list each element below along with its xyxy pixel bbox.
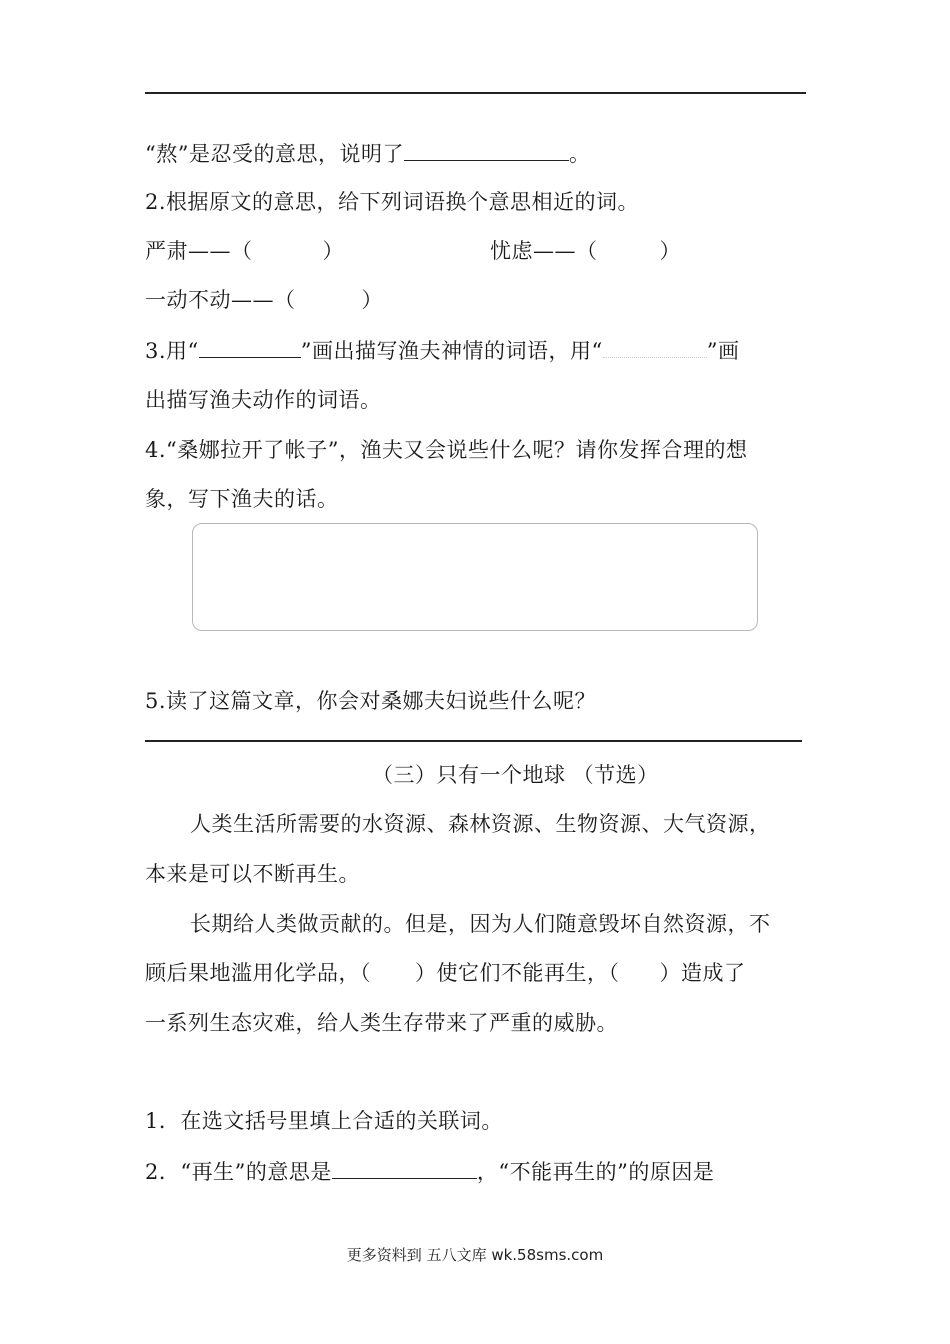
passage-question-2-part-b: ，“不能再生的”的原因是 <box>476 1160 715 1184</box>
top-rule <box>145 92 806 94</box>
q2-word-2: 忧虑——（ <box>490 239 598 263</box>
passage-p2-line-3: 一系列生态灾难，给人类生存带来了严重的威胁。 <box>145 1011 618 1035</box>
q1-tail-text: “熬”是忍受的意思，说明了 <box>145 142 404 166</box>
passage-question-2-part-a: 2．“再生”的意思是 <box>145 1160 332 1184</box>
q3-part-c: ”画 <box>706 339 740 363</box>
q2-word-row-2 <box>490 236 681 266</box>
footer-watermark-text: 更多资料到 五八文库 wk.58sms.com <box>346 1246 604 1264</box>
q4-answer-box[interactable] <box>192 523 758 631</box>
passage-question-2 <box>145 1156 714 1187</box>
q2-word-row-3 <box>145 285 383 315</box>
passage-question-1: 1．在选文括号里填上合适的关联词。 <box>145 1109 503 1133</box>
q4-line-2: 象，写下渔夫的话。 <box>145 487 339 511</box>
passage-p2-part-b: ）使它们不能再生，（ <box>415 961 620 985</box>
q2-close-3: ） <box>361 288 383 312</box>
q3-straight-underline-sample <box>199 335 301 358</box>
q2-word-1: 严肃——（ <box>145 239 253 263</box>
q5-answer-line[interactable] <box>145 740 802 742</box>
q2-prompt: 2.根据原文的意思，给下列词语换个意思相近的词。 <box>145 190 640 214</box>
q3-wavy-underline-sample <box>603 335 707 358</box>
q3-line-1 <box>145 335 740 366</box>
passage-p2-line-1: 长期给人类做贡献的。但是，因为人们随意毁坏自然资源，不 <box>190 912 771 936</box>
q2-word-3: 一动不动——（ <box>145 288 296 312</box>
q5-prompt: 5.读了这篇文章，你会对桑娜夫妇说些什么呢？ <box>145 689 597 713</box>
q2-close-2: ） <box>659 239 681 263</box>
passage-p2-line-2 <box>145 958 746 988</box>
q2-close-1: ） <box>322 239 344 263</box>
q1-answer-blank[interactable] <box>404 138 569 161</box>
q3-part-a: 3.用“ <box>145 339 199 363</box>
passage-p1-line-1: 人类生活所需要的水资源、森林资源、生物资源、大气资源， <box>190 812 771 836</box>
passage-question-2-blank[interactable] <box>332 1156 477 1179</box>
q3-part-b: ”画出描写渔夫神情的词语，用“ <box>300 339 603 363</box>
passage-p2-part-c: ）造成了 <box>659 961 746 985</box>
passage-p1-line-2: 本来是可以不断再生。 <box>145 862 360 886</box>
q2-word-row-1 <box>145 236 344 266</box>
q3-line-2: 出描写渔夫动作的词语。 <box>145 388 382 412</box>
q1-tail-period: 。 <box>568 142 591 166</box>
passage-p2-part-a: 顾后果地滥用化学品，（ <box>145 961 371 985</box>
q1-tail-line <box>145 138 590 169</box>
passage-title: （三）只有一个地球 （节选） <box>372 763 659 787</box>
q4-line-1: 4.“桑娜拉开了帐子”，渔夫又会说些什么呢？请你发挥合理的想 <box>145 438 748 462</box>
